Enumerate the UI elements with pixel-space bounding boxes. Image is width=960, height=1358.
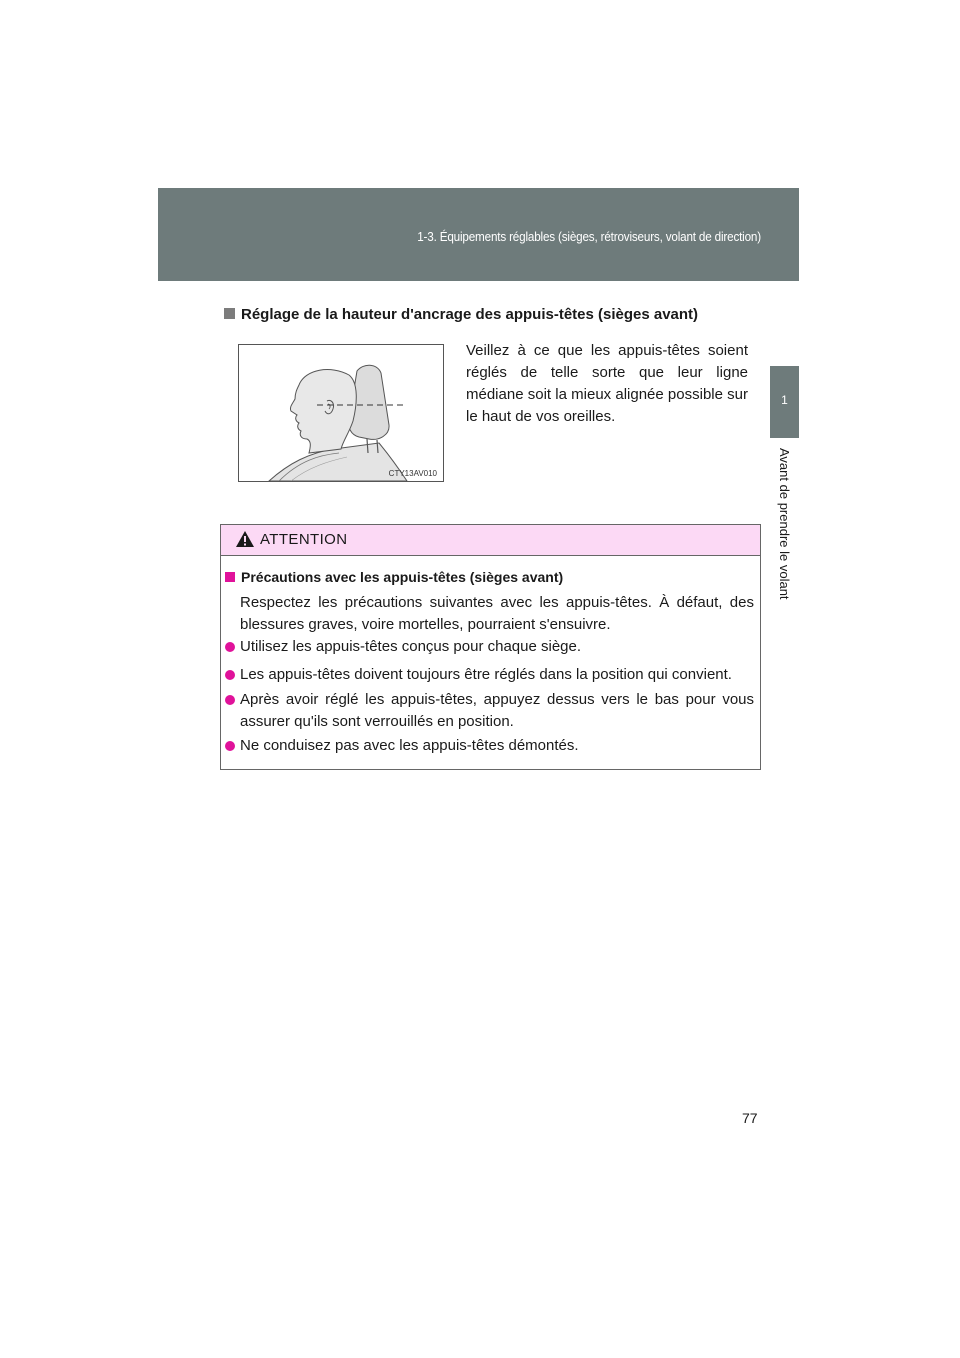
chapter-title: Avant de prendre le volant	[777, 448, 792, 600]
chapter-title-vertical	[770, 448, 799, 618]
headrest-adjust-paragraph: Veillez à ce que les appuis-têtes soient réglés de telle sorte que leur ligne médiane soit la mieux alignée possible sur le haut de vos oreilles.	[466, 342, 748, 425]
subheading-square-icon	[225, 572, 235, 582]
section-heading-text: Réglage de la hauteur d'ancrage des appuis-têtes (sièges avant)	[241, 306, 699, 323]
bullet-text: Utilisez les appuis-têtes conçus pour chaque siège.	[240, 638, 582, 655]
warning-triangle-icon	[235, 530, 255, 548]
section-title: 1-3. Équipements réglables (sièges, rétroviseurs, volant de direction)	[417, 229, 761, 244]
bullet-dot-icon	[225, 741, 235, 751]
section-heading	[224, 306, 698, 323]
warning-bullet	[225, 735, 754, 757]
warning-subheading	[225, 569, 563, 585]
bullet-text: Les appuis-têtes doivent toujours être réglés dans la position qui convient.	[240, 666, 732, 683]
chapter-number: 1	[781, 393, 788, 407]
warning-subheading-text: Précautions avec les appuis-têtes (sièges avant)	[241, 569, 564, 585]
bullet-dot-icon	[225, 695, 235, 705]
header-band	[158, 188, 799, 281]
warning-box	[220, 524, 761, 770]
figure-code: CTY13AV010	[388, 469, 437, 478]
page-number: 77	[742, 1110, 758, 1126]
warning-title: ATTENTION	[260, 531, 348, 548]
headrest-illustration	[238, 344, 444, 482]
warning-bullet	[225, 664, 754, 686]
warning-bullet	[225, 636, 754, 658]
head-and-headrest-drawing	[239, 345, 443, 481]
heading-square-icon	[224, 308, 235, 319]
warning-intro: Respectez les précautions suivantes avec les appuis-têtes. À défaut, des blessures graves, voire mortelles, pourraient s'ensuivre.	[240, 594, 754, 633]
warning-bullet	[225, 689, 754, 733]
warning-title-bar	[221, 525, 760, 556]
bullet-dot-icon	[225, 670, 235, 680]
bullet-text: Ne conduisez pas avec les appuis-têtes démontés.	[240, 737, 579, 754]
chapter-tab	[770, 366, 799, 438]
bullet-text: Après avoir réglé les appuis-têtes, appuyez dessus vers le bas pour vous assurer qu'ils sont verrouillés en position.	[240, 691, 754, 730]
bullet-dot-icon	[225, 642, 235, 652]
